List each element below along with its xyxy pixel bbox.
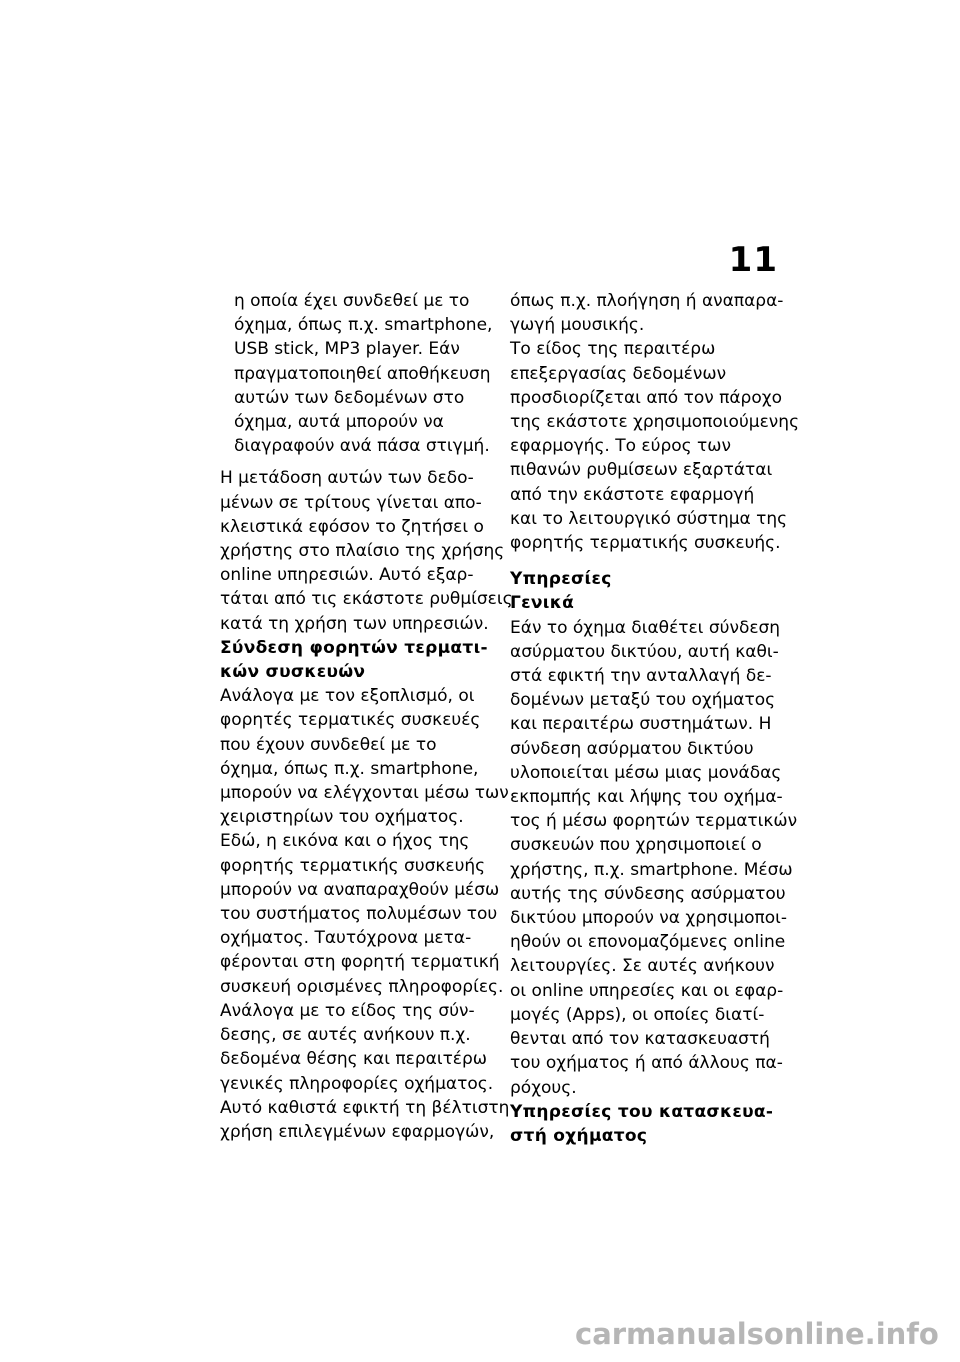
text-line: ηθούν οι επονομαζόμενες online xyxy=(510,932,786,953)
text-line: συσκευών που χρησιμοποιεί ο xyxy=(510,835,762,856)
text-line: Εάν το όχημα διαθέτει σύνδεση xyxy=(510,617,781,638)
text-line: συσκευή ορισμένες πληροφορίες. xyxy=(220,976,504,997)
text-line: μπορούν να ελέγχονται μέσω των xyxy=(220,783,509,804)
page-number: 11 xyxy=(728,240,778,280)
text-line: του οχήματος ή από άλλους πα- xyxy=(510,1053,783,1074)
text-line: που έχουν συνδεθεί με το xyxy=(220,734,437,755)
text-line: και το λειτουργικό σύστημα της xyxy=(510,508,788,529)
text-line: στά εφικτή την ανταλλαγή δε- xyxy=(510,666,772,687)
left-column xyxy=(220,289,513,1144)
heading-line: Υπηρεσίες xyxy=(510,569,612,590)
text-line: Εδώ, η εικόνα και ο ήχος της xyxy=(220,831,470,852)
text-line: προσδιορίζεται από τον πάροχο xyxy=(510,387,782,408)
text-line: θενται από τον κατασκευαστή xyxy=(510,1029,770,1050)
heading-line: Σύνδεση φορητών τερματι- xyxy=(220,637,488,658)
text-line: Ανάλογα με το είδος της σύν- xyxy=(220,1000,475,1021)
text-line: όπως π.χ. πλοήγηση ή αναπαρα- xyxy=(510,291,784,311)
text-line: τάται από τις εκάστοτε ρυθμίσεις xyxy=(220,589,513,610)
text-line: ασύρματου δικτύου, αυτή καθι- xyxy=(510,641,779,662)
text-line: χρήστης, π.χ. smartphone. Μέσω xyxy=(510,859,793,880)
right-column xyxy=(510,289,800,1148)
text-line: μπορούν να αναπαραχθούν μέσω xyxy=(220,879,500,900)
text-line: οχήματος. Ταυτόχρονα μετα- xyxy=(220,928,472,949)
heading-line: Υπηρεσίες του κατασκευα- xyxy=(510,1101,774,1122)
text-line: πιθανών ρυθμίσεων εξαρτάται xyxy=(510,460,773,481)
paragraph xyxy=(220,289,493,458)
text-line: χειριστηρίων του οχήματος. xyxy=(220,807,464,828)
text-line: σύνδεση ασύρματου δικτύου xyxy=(510,738,754,759)
text-line: όχημα, όπως π.χ. smartphone, xyxy=(234,315,493,336)
text-line: η οποία έχει συνδεθεί με το xyxy=(234,291,470,311)
text-line: μογές (Apps), οι οποίες διατί- xyxy=(510,1004,765,1025)
paragraph xyxy=(510,616,798,1100)
paragraph xyxy=(220,684,510,1144)
text-line: τος ή μέσω φορητών τερματικών xyxy=(510,811,798,832)
text-line: γωγή μουσικής. xyxy=(510,315,645,336)
section-heading xyxy=(510,567,778,591)
heading-line: Γενικά xyxy=(510,593,575,614)
paragraph xyxy=(510,289,800,555)
paragraph xyxy=(220,466,513,635)
watermark-link[interactable]: carmanualsonline.info xyxy=(575,1317,939,1351)
text-line: ρόχους. xyxy=(510,1077,577,1098)
text-line: Η μετάδοση αυτών των δεδο- xyxy=(220,468,474,489)
text-line: δεδομένα θέσης και περαιτέρω xyxy=(220,1049,488,1070)
text-line: της εκάστοτε χρησιμοποιούμενης xyxy=(510,412,800,433)
text-line: του συστήματος πολυμέσων του xyxy=(220,904,498,925)
text-line: εκπομπής και λήψης του οχήμα- xyxy=(510,787,783,808)
text-line: εφαρμογής. Το εύρος των xyxy=(510,436,731,457)
text-line: δεσης, σε αυτές ανήκουν π.χ. xyxy=(220,1025,471,1046)
text-line: κλειστικά εφόσον το ζητήσει ο xyxy=(220,516,484,537)
text-line: πραγματοποιηθεί αποθήκευση xyxy=(234,363,491,384)
text-line: γενικές πληροφορίες οχήματος. xyxy=(220,1073,494,1094)
text-line: Αυτό καθιστά εφικτή τη βέλτιστη xyxy=(220,1097,510,1118)
text-line: κατά τη χρήση των υπηρεσιών. xyxy=(220,613,489,634)
text-line: Ανάλογα με τον εξοπλισμό, οι xyxy=(220,686,475,707)
text-line: δικτύου μπορούν να χρησιμοποι- xyxy=(510,908,788,929)
text-line: USB stick, MP3 player. Εάν xyxy=(234,339,460,360)
text-line: αυτών των δεδομένων στο xyxy=(234,387,465,408)
text-line: δομένων μεταξύ του οχήματος xyxy=(510,690,776,711)
subsection-heading xyxy=(510,591,778,615)
heading-line: στή οχήματος xyxy=(510,1125,648,1146)
text-line: online υπηρεσιών. Αυτό εξαρ- xyxy=(220,565,474,586)
text-line: και περαιτέρω συστημάτων. Η xyxy=(510,714,772,735)
heading-line: κών συσκευών xyxy=(220,662,366,683)
text-line: χρήση επιλεγμένων εφαρμογών, xyxy=(220,1121,495,1142)
text-line: υλοποιείται μέσω μιας μονάδας xyxy=(510,762,782,783)
section-heading xyxy=(220,636,488,684)
section-heading xyxy=(510,1100,778,1148)
text-line: Το είδος της περαιτέρω xyxy=(510,339,716,360)
text-line: οι online υπηρεσίες και οι εφαρ- xyxy=(510,980,784,1001)
text-line: φορητής τερματικής συσκευής. xyxy=(510,533,781,554)
text-line: φέρονται στη φορητή τερματική xyxy=(220,952,500,973)
text-line: μένων σε τρίτους γίνεται απο- xyxy=(220,492,482,513)
text-line: φορητής τερματικής συσκευής xyxy=(220,855,486,876)
text-line: από την εκάστοτε εφαρμογή xyxy=(510,484,755,505)
text-line: διαγραφούν ανά πάσα στιγμή. xyxy=(234,436,490,457)
text-line: αυτής της σύνδεσης ασύρματου xyxy=(510,883,786,904)
text-line: όχημα, όπως π.χ. smartphone, xyxy=(220,758,479,779)
text-line: επεξεργασίας δεδομένων xyxy=(510,363,727,384)
text-line: λειτουργίες. Σε αυτές ανήκουν xyxy=(510,956,775,977)
text-line: όχημα, αυτά μπορούν να xyxy=(234,412,444,433)
text-line: φορητές τερματικές συσκευές xyxy=(220,710,481,731)
text-line: χρήστης στο πλαίσιο της χρήσης xyxy=(220,541,505,562)
